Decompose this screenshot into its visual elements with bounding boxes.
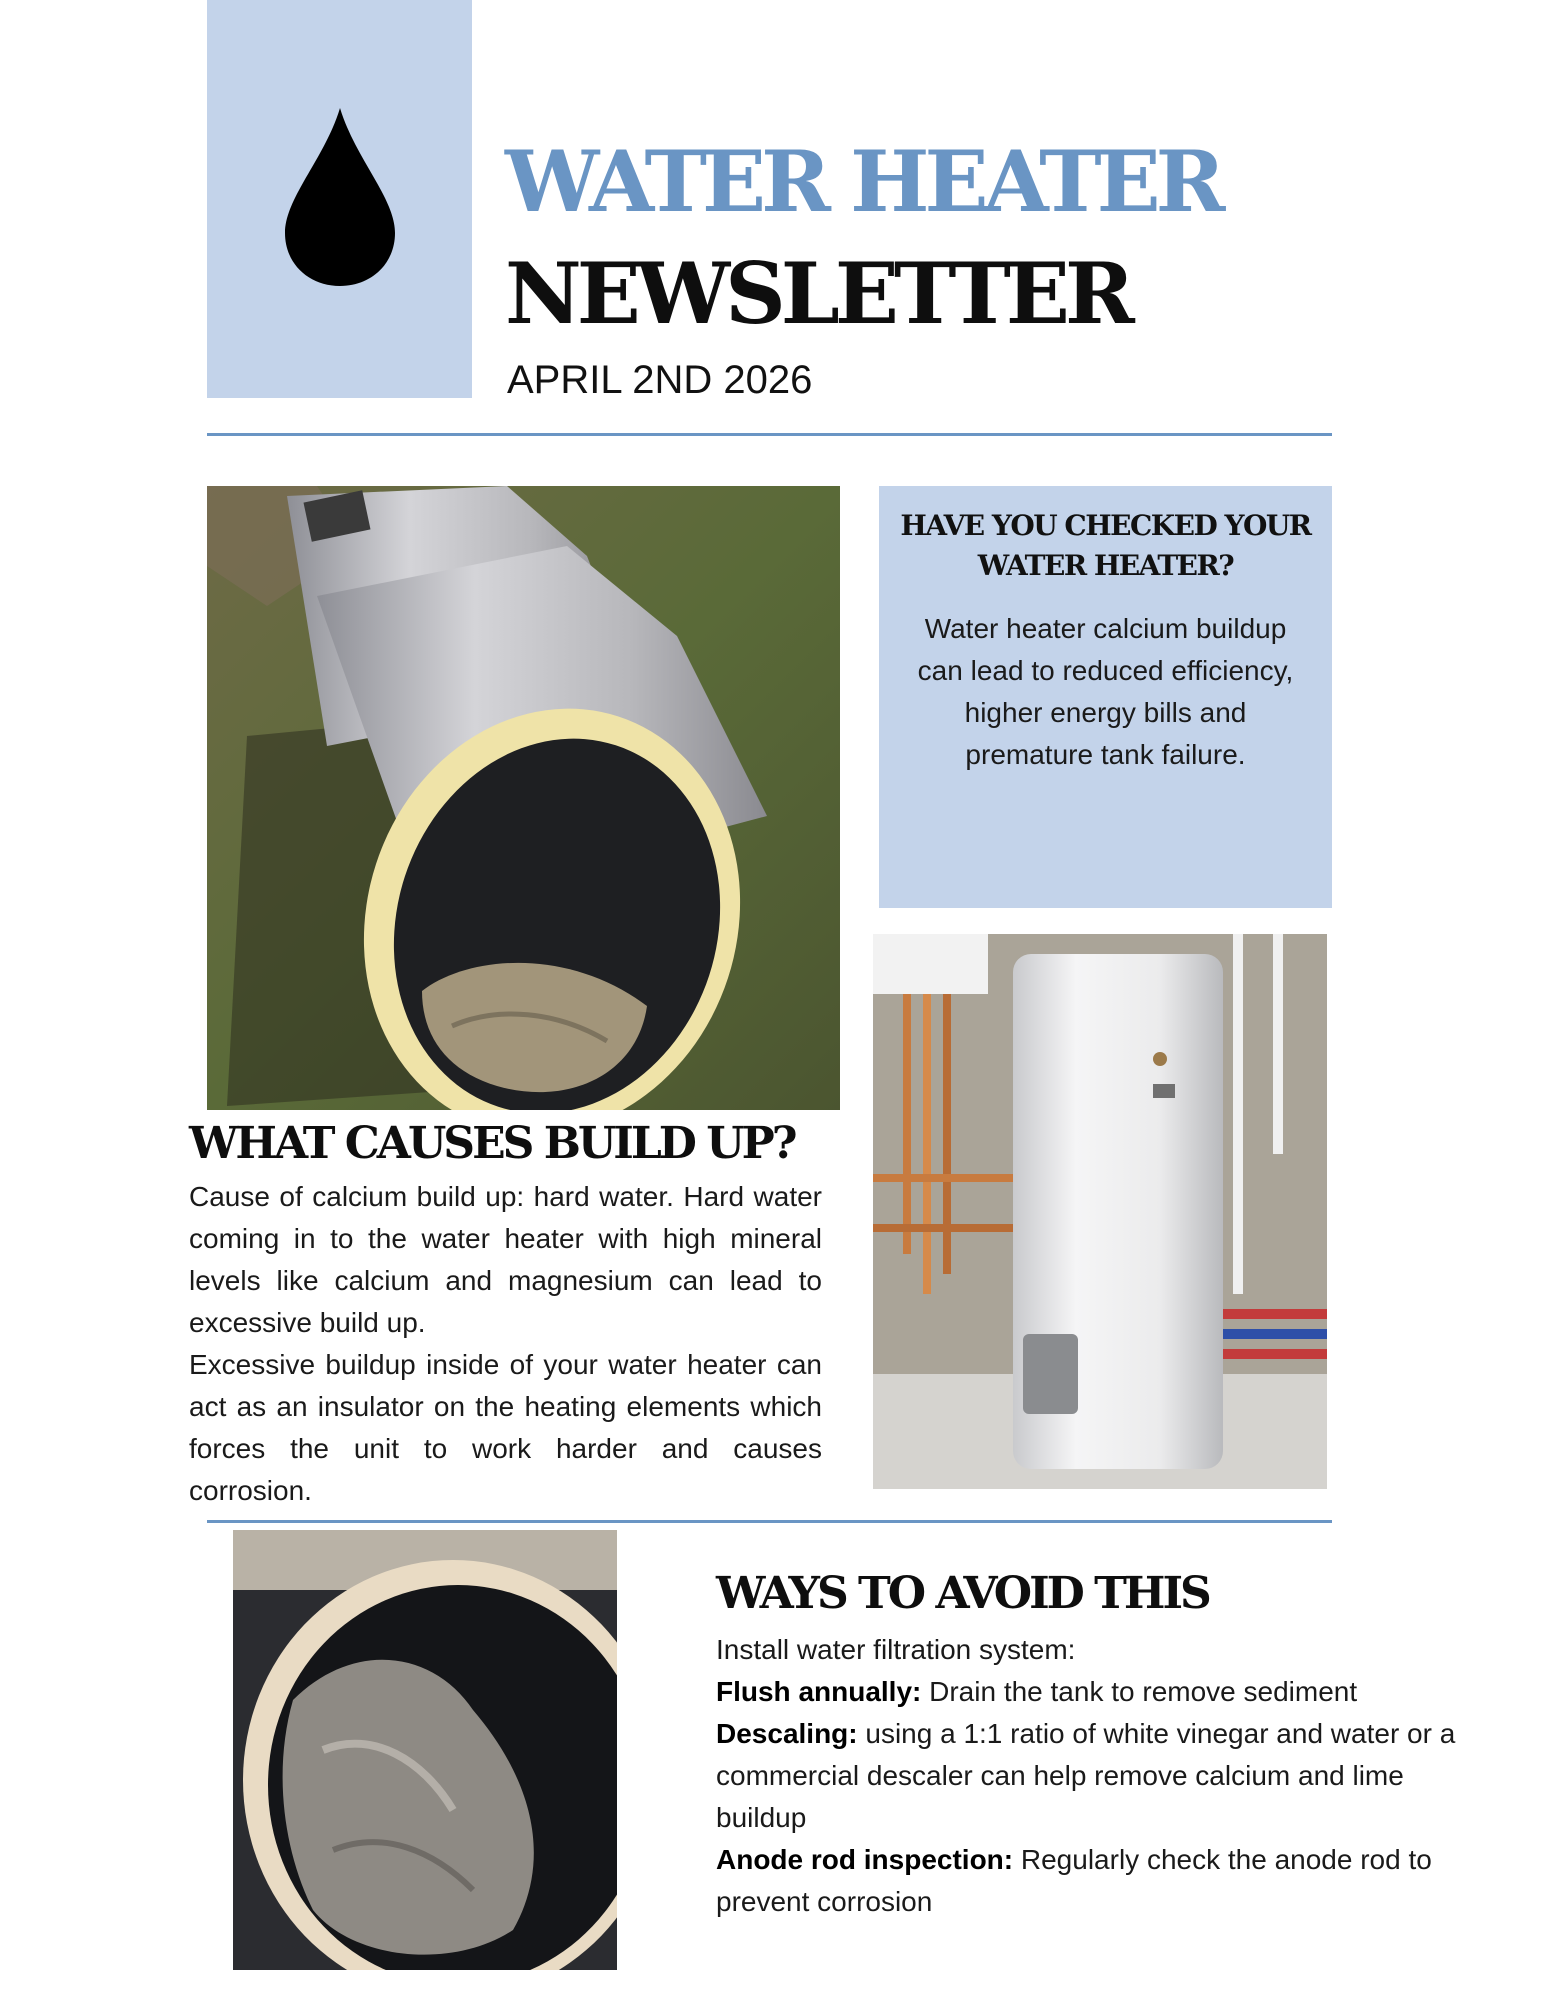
causes-heading: WHAT CAUSES BUILD UP? <box>189 1118 795 1169</box>
photo-installed-heater <box>873 934 1327 1489</box>
causes-body <box>189 1176 822 1512</box>
callout-title <box>879 506 1332 586</box>
avoid-item-flush: Flush annually: Drain the tank to remove sediment <box>716 1676 1358 1707</box>
callout-title-line2: WATER HEATER? <box>977 549 1234 582</box>
avoid-intro: Install water filtration system: <box>716 1634 1076 1665</box>
causes-paragraph-2: Excessive buildup inside of your water heater can act as an insulator on the heating elements which forces the unit to work harder and causes corrosion. <box>189 1349 822 1506</box>
callout-body: Water heater calcium buildup can lead to reduced efficiency, higher energy bills and premature tank failure. <box>917 613 1294 770</box>
avoid-item-anode: Anode rod inspection: Regularly check the anode rod to prevent corrosion <box>716 1844 1432 1917</box>
callout-box <box>879 486 1332 908</box>
photo-sediment <box>233 1530 617 1970</box>
title-newsletter: NEWSLETTER <box>505 244 1130 343</box>
callout-title-line1: HAVE YOU CHECKED YOUR <box>900 509 1311 542</box>
divider-top <box>207 433 1332 436</box>
photo-cut-tank <box>207 486 840 1110</box>
avoid-list <box>716 1629 1496 1923</box>
avoid-item-descaling: Descaling: using a 1:1 ratio of white vinegar and water or a commercial descaler can help remove calcium and lime buildup <box>716 1718 1456 1833</box>
water-drop-icon <box>285 108 395 288</box>
issue-date: APRIL 2ND 2026 <box>507 358 813 402</box>
logo-panel <box>207 0 472 398</box>
causes-paragraph-1: Cause of calcium build up: hard water. Hard water coming in to the water heater with high mineral levels like calcium and magnesium can lead to excessive build up. <box>189 1181 822 1338</box>
avoid-heading: WAYS TO AVOID THIS <box>716 1568 1209 1619</box>
title-water-heater: WATER HEATER <box>505 132 1221 231</box>
divider-bottom <box>207 1520 1332 1523</box>
